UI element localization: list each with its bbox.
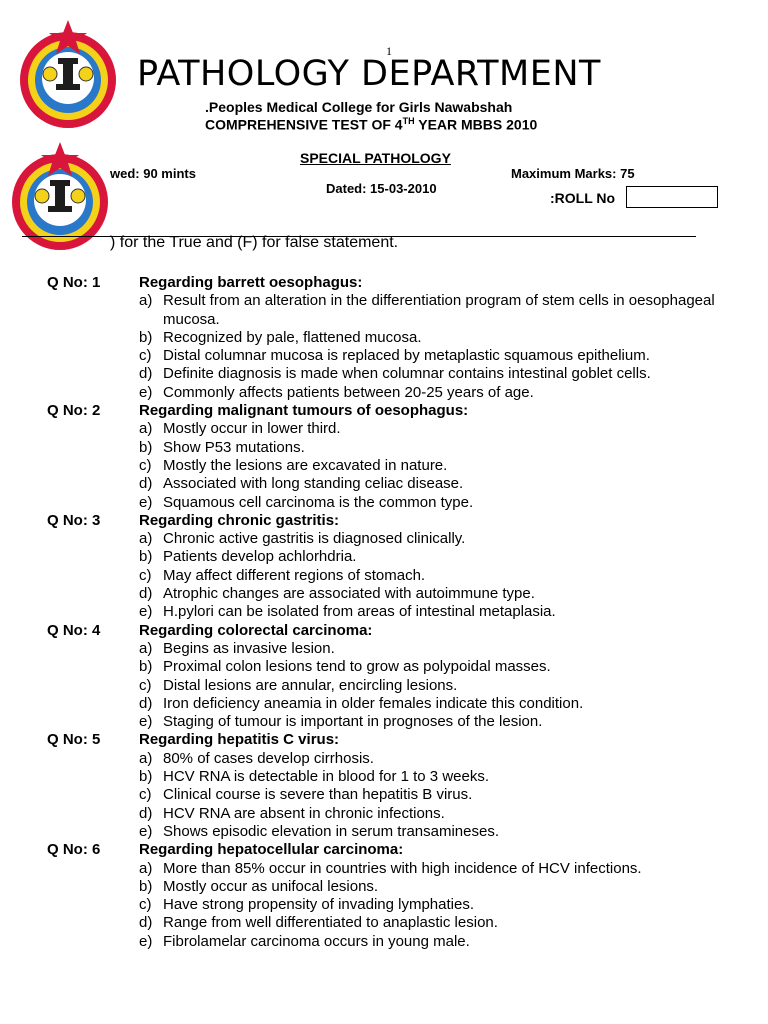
option-item — [139, 457, 747, 475]
option-text: H.pylori can be isolated from areas of intestinal metaplasia. — [163, 603, 556, 621]
roll-number-label: :ROLL No — [550, 190, 616, 206]
option-item — [139, 548, 747, 566]
option-item — [139, 384, 747, 402]
option-item — [139, 603, 747, 621]
option-letter: c) — [139, 566, 152, 584]
question-header — [47, 402, 747, 420]
question-title: Regarding chronic gastritis: — [139, 511, 340, 529]
option-letter: e) — [139, 603, 153, 621]
option-letter: a) — [139, 530, 153, 548]
option-list — [47, 640, 747, 731]
question-title: Regarding malignant tumours of oesophagus: — [139, 402, 469, 420]
question-title: Regarding hepatocellular carcinoma: — [139, 841, 404, 859]
question-header — [47, 274, 747, 292]
option-item — [139, 329, 747, 347]
option-letter: d) — [139, 365, 153, 383]
option-item — [139, 805, 747, 823]
option-item — [139, 658, 747, 676]
question-number: Q No: 3 — [47, 511, 101, 529]
question-number: Q No: 6 — [47, 841, 101, 859]
option-text: Mostly the lesions are excavated in nature. — [163, 456, 448, 474]
question-title: Regarding barrett oesophagus: — [139, 274, 363, 291]
option-text: Associated with long standing celiac disease. — [163, 475, 464, 493]
option-letter: a) — [139, 292, 153, 310]
test-title — [205, 116, 537, 133]
option-letter: a) — [139, 639, 153, 657]
question-list — [47, 274, 747, 951]
option-text: Range from well differentiated to anaplastic lesion. — [163, 914, 498, 932]
option-text: Commonly affects patients between 20-25 years of age. — [163, 383, 534, 401]
page-number: 1 — [386, 44, 392, 58]
option-letter: c) — [139, 786, 152, 804]
option-text: Atrophic changes are associated with autoimmune type. — [163, 585, 535, 603]
option-list — [47, 860, 747, 951]
option-text: Definite diagnosis is made when columnar contains intestinal goblet cells. — [163, 365, 651, 383]
college-name: .Peoples Medical College for Girls Nawabshah — [205, 99, 513, 115]
option-item — [139, 439, 747, 457]
option-letter: c) — [139, 676, 152, 694]
question-title: Regarding colorectal carcinoma: — [139, 621, 373, 639]
question-number: Q No: 5 — [47, 731, 101, 749]
question-block — [47, 731, 747, 841]
option-item — [139, 823, 747, 841]
option-text: Begins as invasive lesion. — [163, 639, 335, 657]
option-item — [139, 585, 747, 603]
header-divider — [22, 236, 696, 237]
test-title-suffix: YEAR MBBS 2010 — [414, 116, 538, 133]
option-text: Distal columnar mucosa is replaced by metaplastic squamous epithelium. — [163, 347, 650, 365]
option-item — [139, 494, 747, 512]
option-letter: b) — [139, 768, 153, 786]
option-item — [139, 567, 747, 585]
question-number: Q No: 4 — [47, 621, 101, 639]
option-letter: d) — [139, 475, 153, 493]
option-item — [139, 878, 747, 896]
option-text: Fibrolamelar carcinoma occurs in young male. — [163, 932, 470, 950]
option-item — [139, 420, 747, 438]
option-text: Result from an alteration in the differentiation program of stem cells in oesophageal mucosa. — [163, 292, 715, 328]
option-letter: a) — [139, 859, 153, 877]
option-item — [139, 640, 747, 658]
option-item — [139, 933, 747, 951]
option-text: More than 85% occur in countries with high incidence of HCV infections. — [163, 859, 642, 877]
option-text: Proximal colon lesions tend to grow as polypoidal masses. — [163, 658, 551, 676]
option-letter: b) — [139, 548, 153, 566]
test-title-sup: TH — [402, 116, 415, 126]
option-text: Mostly occur as unifocal lesions. — [163, 877, 379, 895]
option-letter: b) — [139, 438, 153, 456]
option-text: Chronic active gastritis is diagnosed clinically. — [163, 530, 466, 548]
option-letter: c) — [139, 896, 152, 914]
option-text: Recognized by pale, flattened mucosa. — [163, 328, 422, 346]
option-text: Patients develop achlorhdria. — [163, 548, 357, 566]
question-block — [47, 402, 747, 512]
option-letter: c) — [139, 347, 152, 365]
option-text: Squamous cell carcinoma is the common type. — [163, 493, 474, 511]
question-number: Q No: 1 — [47, 274, 101, 291]
option-text: Shows episodic elevation in serum transamineses. — [163, 822, 499, 840]
option-text: Show P53 mutations. — [163, 438, 305, 456]
option-item — [139, 713, 747, 731]
option-text: Staging of tumour is important in prognoses of the lesion. — [163, 713, 543, 731]
option-letter: d) — [139, 585, 153, 603]
option-text: May affect different regions of stomach. — [163, 566, 426, 584]
option-text: HCV RNA are absent in chronic infections. — [163, 804, 445, 822]
question-header — [47, 731, 747, 749]
option-item — [139, 768, 747, 786]
exam-date: Dated: 15-03-2010 — [326, 181, 437, 196]
option-item — [139, 896, 747, 914]
question-block — [47, 841, 747, 951]
department-title: PATHOLOGY DEPARTMENT — [137, 54, 601, 94]
question-header — [47, 622, 747, 640]
question-header — [47, 512, 747, 530]
option-letter: b) — [139, 328, 153, 346]
option-letter: e) — [139, 493, 153, 511]
option-item — [139, 292, 747, 329]
option-letter: d) — [139, 914, 153, 932]
option-list — [47, 292, 747, 402]
option-letter: b) — [139, 877, 153, 895]
option-letter: d) — [139, 694, 153, 712]
option-text: Distal lesions are annular, encircling lesions. — [163, 676, 458, 694]
maximum-marks: Maximum Marks: 75 — [511, 166, 635, 181]
option-item — [139, 695, 747, 713]
option-item — [139, 750, 747, 768]
option-letter: e) — [139, 822, 153, 840]
option-letter: e) — [139, 383, 153, 401]
option-item — [139, 677, 747, 695]
subject-heading: SPECIAL PATHOLOGY — [300, 150, 451, 166]
roll-number-field[interactable] — [626, 186, 718, 208]
college-logo — [12, 18, 124, 130]
option-item — [139, 860, 747, 878]
option-letter: b) — [139, 658, 153, 676]
question-block — [47, 622, 747, 732]
option-item — [139, 365, 747, 383]
instruction-text: ) for the True and (F) for false statement. — [110, 234, 399, 251]
option-item — [139, 786, 747, 804]
question-block — [47, 274, 747, 402]
question-block — [47, 512, 747, 622]
option-text: Clinical course is severe than hepatitis B virus. — [163, 786, 473, 804]
option-list — [47, 750, 747, 841]
option-letter: e) — [139, 932, 153, 950]
test-title-prefix: COMPREHENSIVE TEST OF 4 — [205, 116, 403, 133]
option-list — [47, 420, 747, 511]
option-text: Have strong propensity of invading lymphaties. — [163, 896, 475, 914]
option-item — [139, 914, 747, 932]
option-list — [47, 530, 747, 621]
option-text: Mostly occur in lower third. — [163, 420, 341, 438]
option-letter: d) — [139, 804, 153, 822]
option-text: Iron deficiency aneamia in older females indicate this condition. — [163, 694, 584, 712]
option-item — [139, 475, 747, 493]
option-item — [139, 347, 747, 365]
option-text: 80% of cases develop cirrhosis. — [163, 749, 374, 767]
option-letter: a) — [139, 749, 153, 767]
option-text: HCV RNA is detectable in blood for 1 to 3 weeks. — [163, 768, 490, 786]
option-letter: e) — [139, 713, 153, 731]
option-item — [139, 530, 747, 548]
time-allowed: wed: 90 mints — [110, 166, 196, 181]
question-header — [47, 841, 747, 859]
option-letter: a) — [139, 420, 153, 438]
question-title: Regarding hepatitis C virus: — [139, 731, 340, 749]
question-number: Q No: 2 — [47, 402, 101, 420]
option-letter: c) — [139, 456, 152, 474]
